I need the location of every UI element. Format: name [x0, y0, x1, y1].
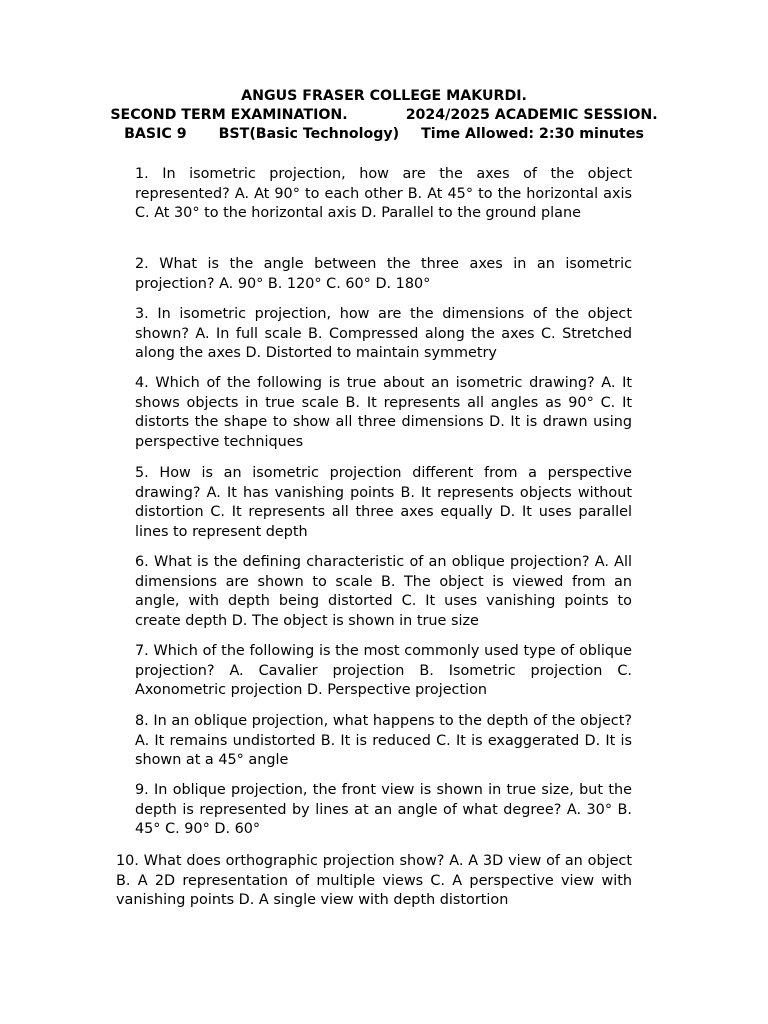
question-8: 8. In an oblique projection, what happens to the depth of the object? A. It remains undistorted B. It is reduced C. It is exaggerated D. It is shown at a 45° angle	[135, 713, 632, 769]
school-name: ANGUS FRASER COLLEGE MAKURDI.	[241, 88, 527, 104]
question-6: 6. What is the defining characteristic of an oblique projection? A. All dimensions are shown to scale B. The object is viewed from an angle, with depth being distorted C. It uses vanishing points to create depth D. The object is shown in true size	[135, 554, 632, 629]
exam-header	[0, 87, 768, 144]
question-4: 4. Which of the following is true about an isometric drawing? A. It shows objects in true scale B. It represents all angles as 90° C. It distorts the shape to show all three dimensions D. It is drawn using perspective techniques	[135, 375, 632, 450]
question-1: 1. In isometric projection, how are the axes of the object represented? A. At 90° to each other B. At 45° to the horizontal axis C. At 30° to the horizontal axis D. Parallel to the ground plane	[135, 166, 632, 222]
question-7: 7. Which of the following is the most commonly used type of oblique projection? A. Cavalier projection B. Isometric projection C. Axonometric projection D. Perspective projection	[135, 643, 632, 699]
exam-title: SECOND TERM EXAMINATION.	[110, 107, 348, 123]
exam-session-line	[0, 106, 768, 125]
subject-label: BST(Basic Technology)	[218, 126, 400, 142]
time-allowed: Time Allowed: 2:30 minutes	[421, 126, 644, 142]
question-9: 9. In oblique projection, the front view is shown in true size, but the depth is represented by lines at an angle of what degree? A. 30° B. 45° C. 90° D. 60°	[135, 782, 632, 838]
question-2: 2. What is the angle between the three axes in an isometric projection? A. 90° B. 120° C. 60° D. 180°	[135, 256, 632, 292]
class-label: BASIC 9	[124, 126, 187, 142]
question-5: 5. How is an isometric projection different from a perspective drawing? A. It has vanishing points B. It represents objects without distortion C. It represents all three axes equally D. It uses parallel lines to represent depth	[135, 465, 632, 540]
academic-session: 2024/2025 ACADEMIC SESSION.	[405, 107, 658, 123]
question-10: 10. What does orthographic projection show? A. A 3D view of an object B. A 2D representation of multiple views C. A perspective view with vanishing points D. A single view with depth distortion	[116, 853, 632, 909]
class-subject-line	[0, 125, 768, 144]
question-3: 3. In isometric projection, how are the dimensions of the object shown? A. In full scale B. Compressed along the axes C. Stretched along the axes D. Distorted to maintain symmetry	[135, 306, 632, 362]
